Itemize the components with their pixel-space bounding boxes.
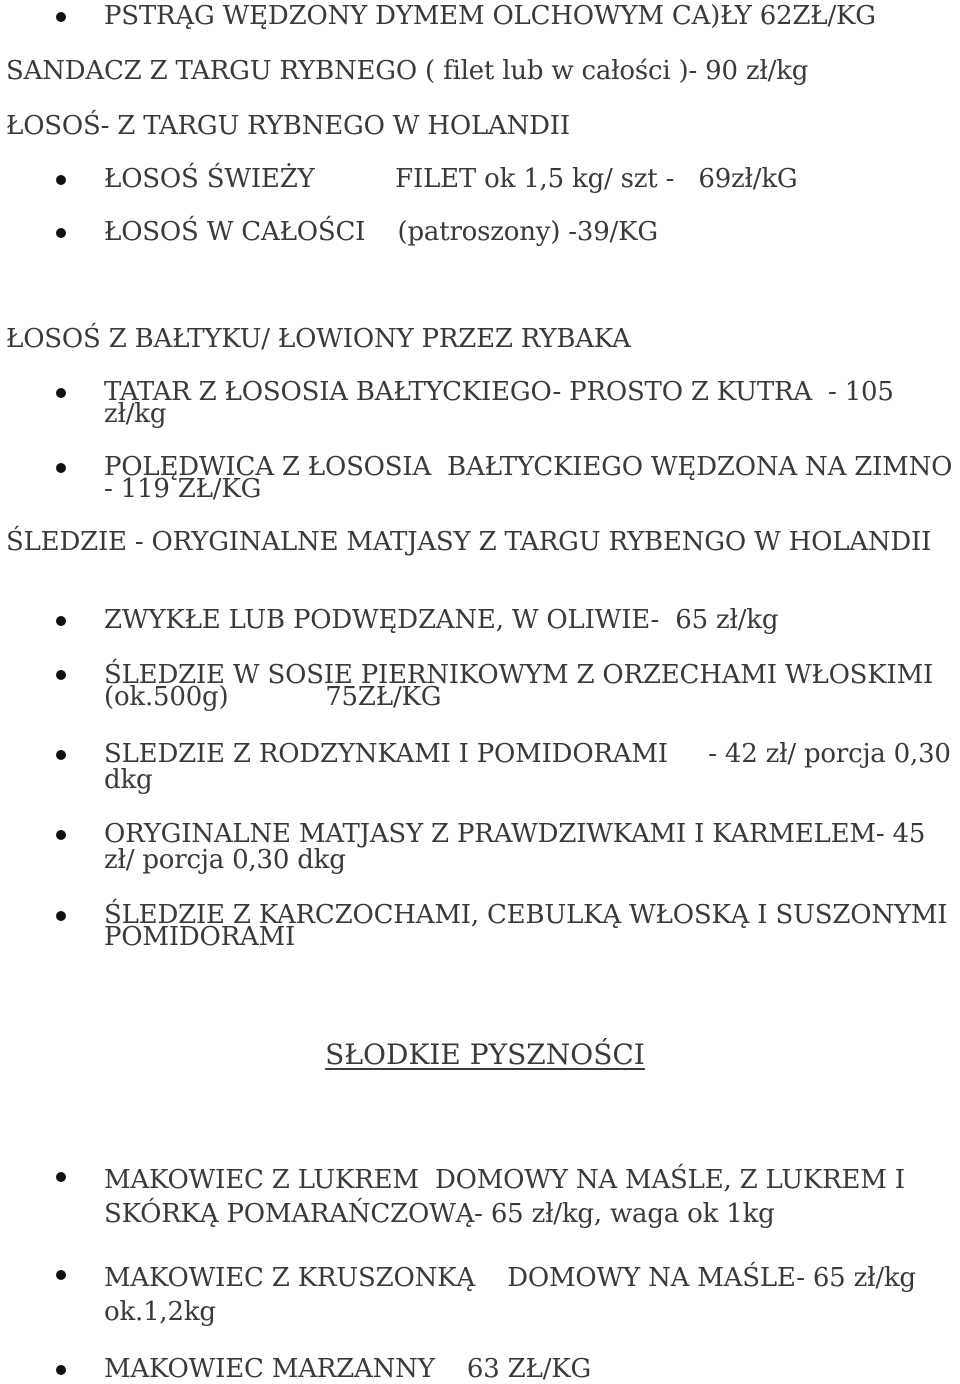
bullet-piernikowy xyxy=(56,670,66,680)
bullet-prawdziwki xyxy=(56,830,66,840)
bullet-makowiec-marzanny xyxy=(56,1365,66,1375)
item-makowiec-marzanny: MAKOWIEC MARZANNY 63 ZŁ/KG xyxy=(104,1354,592,1384)
bullet-makowiec-kruszonka xyxy=(56,1270,66,1280)
bullet-losos-calosc xyxy=(56,228,66,238)
bullet-rodzynki xyxy=(56,750,66,760)
heading-losos-holandia: ŁOSOŚ- Z TARGU RYBNEGO W HOLANDII xyxy=(6,111,570,141)
heading-sandacz: SANDACZ Z TARGU RYBNEGO ( filet lub w całości )- 90 zł/kg xyxy=(6,56,809,86)
bullet-pstrag xyxy=(56,12,66,22)
bullet-poledwica xyxy=(56,463,66,473)
item-poledwica: POLĘDWICA Z ŁOSOSIA BAŁTYCKIEGO WĘDZONA NA ZIMNO - 119 ZŁ/KG xyxy=(104,452,960,504)
item-losos-swiezy: ŁOSOŚ ŚWIEŻY FILET ok 1,5 kg/ szt - 69zł/kG xyxy=(104,164,798,194)
bullet-losos-swiezy xyxy=(56,175,66,185)
bullet-karczochy xyxy=(56,911,66,921)
item-tatar: TATAR Z ŁOSOSIA BAŁTYCKIEGO- PROSTO Z KUTRA - 105 zł/kg xyxy=(104,377,902,429)
item-zwykle: ZWYKŁE LUB PODWĘDZANE, W OLIWIE- 65 zł/kg xyxy=(104,605,779,635)
item-makowiec-lukier: MAKOWIEC Z LUKREM DOMOWY NA MAŚLE, Z LUKREM I SKÓRKĄ POMARAŃCZOWĄ- 65 zł/kg, waga ok 1kg xyxy=(104,1165,913,1229)
item-prawdziwki: ORYGINALNE MATJASY Z PRAWDZIWKAMI I KARMELEM- 45 zł/ porcja 0,30 dkg xyxy=(104,819,934,875)
item-rodzynki: SLEDZIE Z RODZYNKAMI I POMIDORAMI - 42 zł/ porcja 0,30 dkg xyxy=(104,739,959,795)
section-title-slodkie: SŁODKIE PYSZNOŚCI xyxy=(325,1038,645,1071)
bullet-zwykle xyxy=(56,616,66,626)
item-makowiec-kruszonka: MAKOWIEC Z KRUSZONKĄ DOMOWY NA MAŚLE- 65 zł/kg ok.1,2kg xyxy=(104,1263,924,1327)
item-losos-calosc: ŁOSOŚ W CAŁOŚCI (patroszony) -39/KG xyxy=(104,217,658,247)
item-karczochy: ŚLEDZIE Z KARCZOCHAMI, CEBULKĄ WŁOSKĄ I SUSZONYMI POMIDORAMI xyxy=(104,900,956,952)
heading-sledzie: ŚLEDZIE - ORYGINALNE MATJASY Z TARGU RYBENGO W HOLANDII xyxy=(6,527,932,557)
item-piernikowy: ŚLEDZIE W SOSIE PIERNIKOWYM Z ORZECHAMI WŁOSKIMI (ok.500g) 75ZŁ/KG xyxy=(104,660,942,712)
heading-losos-baltyk: ŁOSOŚ Z BAŁTYKU/ ŁOWIONY PRZEZ RYBAKA xyxy=(6,324,631,354)
bullet-makowiec-lukier xyxy=(56,1172,66,1182)
bullet-tatar xyxy=(56,388,66,398)
item-pstrag: PSTRĄG WĘDZONY DYMEM OLCHOWYM CA)ŁY 62ZŁ/KG xyxy=(104,1,876,31)
